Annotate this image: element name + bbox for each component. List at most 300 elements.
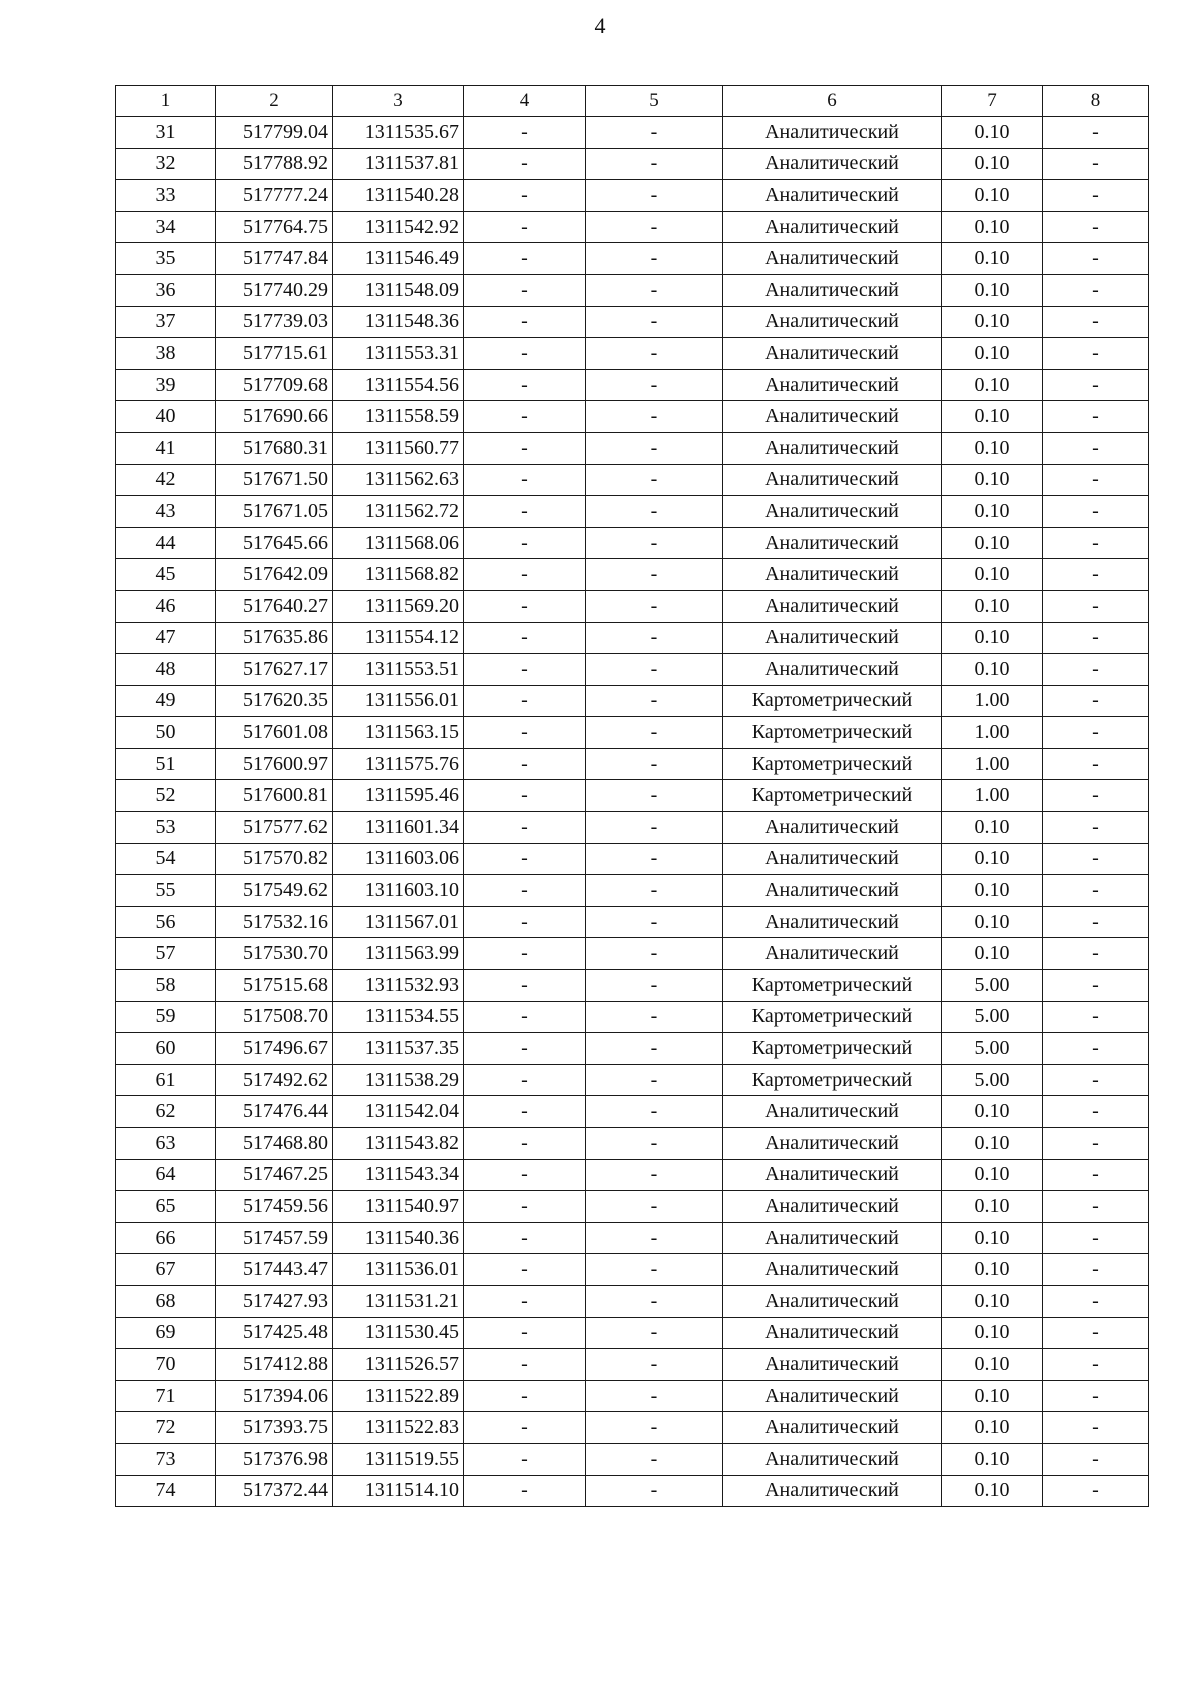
method-cell: Аналитический xyxy=(723,843,942,875)
column-4-cell: - xyxy=(464,875,586,907)
column-5-cell: - xyxy=(586,1128,723,1160)
y-coordinate-cell: 1311538.29 xyxy=(333,1064,464,1096)
accuracy-cell: 0.10 xyxy=(942,938,1043,970)
column-8-cell: - xyxy=(1043,464,1149,496)
point-number-cell: 64 xyxy=(116,1159,216,1191)
column-5-cell: - xyxy=(586,906,723,938)
x-coordinate-cell: 517645.66 xyxy=(216,527,333,559)
table-row xyxy=(116,812,1149,844)
accuracy-cell: 0.10 xyxy=(942,211,1043,243)
column-8-cell: - xyxy=(1043,1412,1149,1444)
accuracy-cell: 0.10 xyxy=(942,906,1043,938)
column-4-cell: - xyxy=(464,1096,586,1128)
y-coordinate-cell: 1311568.82 xyxy=(333,559,464,591)
table-row xyxy=(116,654,1149,686)
column-8-cell: - xyxy=(1043,369,1149,401)
accuracy-cell: 0.10 xyxy=(942,369,1043,401)
column-8-cell: - xyxy=(1043,148,1149,180)
accuracy-cell: 1.00 xyxy=(942,685,1043,717)
column-8-cell: - xyxy=(1043,432,1149,464)
column-4-cell: - xyxy=(464,1380,586,1412)
method-cell: Аналитический xyxy=(723,464,942,496)
accuracy-cell: 0.10 xyxy=(942,1128,1043,1160)
table-row xyxy=(116,148,1149,180)
column-8-cell: - xyxy=(1043,1380,1149,1412)
method-cell: Аналитический xyxy=(723,1159,942,1191)
column-4-cell: - xyxy=(464,1349,586,1381)
column-4-cell: - xyxy=(464,1033,586,1065)
column-8-cell: - xyxy=(1043,970,1149,1002)
x-coordinate-cell: 517372.44 xyxy=(216,1475,333,1507)
column-8-cell: - xyxy=(1043,306,1149,338)
x-coordinate-cell: 517515.68 xyxy=(216,970,333,1002)
point-number-cell: 71 xyxy=(116,1380,216,1412)
point-number-cell: 58 xyxy=(116,970,216,1002)
x-coordinate-cell: 517642.09 xyxy=(216,559,333,591)
x-coordinate-cell: 517709.68 xyxy=(216,369,333,401)
method-cell: Картометрический xyxy=(723,1033,942,1065)
x-coordinate-cell: 517680.31 xyxy=(216,432,333,464)
method-cell: Аналитический xyxy=(723,1096,942,1128)
point-number-cell: 46 xyxy=(116,590,216,622)
table-row xyxy=(116,117,1149,149)
point-number-cell: 73 xyxy=(116,1443,216,1475)
point-number-cell: 60 xyxy=(116,1033,216,1065)
column-8-cell: - xyxy=(1043,1475,1149,1507)
point-number-cell: 65 xyxy=(116,1191,216,1223)
column-5-cell: - xyxy=(586,274,723,306)
x-coordinate-cell: 517577.62 xyxy=(216,812,333,844)
column-4-cell: - xyxy=(464,180,586,212)
column-5-cell: - xyxy=(586,1443,723,1475)
method-cell: Аналитический xyxy=(723,274,942,306)
column-4-cell: - xyxy=(464,432,586,464)
table-row xyxy=(116,748,1149,780)
column-8-cell: - xyxy=(1043,527,1149,559)
table-row xyxy=(116,1033,1149,1065)
column-5-cell: - xyxy=(586,180,723,212)
accuracy-cell: 0.10 xyxy=(942,148,1043,180)
column-4-cell: - xyxy=(464,243,586,275)
column-8-cell: - xyxy=(1043,748,1149,780)
x-coordinate-cell: 517530.70 xyxy=(216,938,333,970)
x-coordinate-cell: 517715.61 xyxy=(216,338,333,370)
column-8-cell: - xyxy=(1043,938,1149,970)
column-5-cell: - xyxy=(586,1285,723,1317)
point-number-cell: 40 xyxy=(116,401,216,433)
column-4-cell: - xyxy=(464,559,586,591)
column-5-cell: - xyxy=(586,1222,723,1254)
column-8-cell: - xyxy=(1043,685,1149,717)
x-coordinate-cell: 517425.48 xyxy=(216,1317,333,1349)
method-cell: Аналитический xyxy=(723,1380,942,1412)
point-number-cell: 59 xyxy=(116,1001,216,1033)
column-8-cell: - xyxy=(1043,1033,1149,1065)
column-5-cell: - xyxy=(586,1096,723,1128)
column-8-cell: - xyxy=(1043,1064,1149,1096)
y-coordinate-cell: 1311514.10 xyxy=(333,1475,464,1507)
y-coordinate-cell: 1311562.72 xyxy=(333,496,464,528)
column-4-cell: - xyxy=(464,1412,586,1444)
method-cell: Аналитический xyxy=(723,401,942,433)
column-5-cell: - xyxy=(586,148,723,180)
x-coordinate-cell: 517788.92 xyxy=(216,148,333,180)
point-number-cell: 66 xyxy=(116,1222,216,1254)
point-number-cell: 37 xyxy=(116,306,216,338)
column-5-cell: - xyxy=(586,1064,723,1096)
accuracy-cell: 0.10 xyxy=(942,654,1043,686)
column-8-cell: - xyxy=(1043,117,1149,149)
table-row xyxy=(116,1317,1149,1349)
column-4-cell: - xyxy=(464,780,586,812)
x-coordinate-cell: 517799.04 xyxy=(216,117,333,149)
point-number-cell: 31 xyxy=(116,117,216,149)
column-5-cell: - xyxy=(586,527,723,559)
table-row xyxy=(116,843,1149,875)
column-4-cell: - xyxy=(464,527,586,559)
accuracy-cell: 5.00 xyxy=(942,970,1043,1002)
column-5-cell: - xyxy=(586,1380,723,1412)
column-5-cell: - xyxy=(586,243,723,275)
y-coordinate-cell: 1311536.01 xyxy=(333,1254,464,1286)
accuracy-cell: 0.10 xyxy=(942,812,1043,844)
column-4-cell: - xyxy=(464,496,586,528)
accuracy-cell: 5.00 xyxy=(942,1064,1043,1096)
accuracy-cell: 0.10 xyxy=(942,1096,1043,1128)
accuracy-cell: 0.10 xyxy=(942,1380,1043,1412)
column-4-cell: - xyxy=(464,117,586,149)
column-8-cell: - xyxy=(1043,243,1149,275)
point-number-cell: 74 xyxy=(116,1475,216,1507)
method-cell: Картометрический xyxy=(723,748,942,780)
method-cell: Аналитический xyxy=(723,875,942,907)
point-number-cell: 42 xyxy=(116,464,216,496)
point-number-cell: 61 xyxy=(116,1064,216,1096)
method-cell: Аналитический xyxy=(723,1254,942,1286)
accuracy-cell: 0.10 xyxy=(942,180,1043,212)
y-coordinate-cell: 1311543.82 xyxy=(333,1128,464,1160)
method-cell: Аналитический xyxy=(723,117,942,149)
column-8-cell: - xyxy=(1043,875,1149,907)
method-cell: Аналитический xyxy=(723,148,942,180)
point-number-cell: 48 xyxy=(116,654,216,686)
method-cell: Аналитический xyxy=(723,938,942,970)
table-header-row xyxy=(116,86,1149,117)
accuracy-cell: 0.10 xyxy=(942,1159,1043,1191)
column-header: 3 xyxy=(333,86,464,117)
table-row xyxy=(116,1159,1149,1191)
column-4-cell: - xyxy=(464,306,586,338)
method-cell: Картометрический xyxy=(723,685,942,717)
column-5-cell: - xyxy=(586,1349,723,1381)
y-coordinate-cell: 1311535.67 xyxy=(333,117,464,149)
method-cell: Аналитический xyxy=(723,1222,942,1254)
accuracy-cell: 0.10 xyxy=(942,274,1043,306)
column-8-cell: - xyxy=(1043,559,1149,591)
method-cell: Аналитический xyxy=(723,180,942,212)
column-5-cell: - xyxy=(586,306,723,338)
column-8-cell: - xyxy=(1043,780,1149,812)
y-coordinate-cell: 1311568.06 xyxy=(333,527,464,559)
column-4-cell: - xyxy=(464,1191,586,1223)
x-coordinate-cell: 517635.86 xyxy=(216,622,333,654)
column-5-cell: - xyxy=(586,685,723,717)
column-header: 1 xyxy=(116,86,216,117)
column-5-cell: - xyxy=(586,590,723,622)
method-cell: Аналитический xyxy=(723,1191,942,1223)
column-4-cell: - xyxy=(464,748,586,780)
table-row xyxy=(116,306,1149,338)
column-header: 2 xyxy=(216,86,333,117)
x-coordinate-cell: 517600.81 xyxy=(216,780,333,812)
method-cell: Аналитический xyxy=(723,496,942,528)
column-8-cell: - xyxy=(1043,1001,1149,1033)
column-4-cell: - xyxy=(464,590,586,622)
table-row xyxy=(116,243,1149,275)
x-coordinate-cell: 517600.97 xyxy=(216,748,333,780)
table-row xyxy=(116,1128,1149,1160)
column-5-cell: - xyxy=(586,622,723,654)
accuracy-cell: 0.10 xyxy=(942,401,1043,433)
y-coordinate-cell: 1311603.06 xyxy=(333,843,464,875)
column-8-cell: - xyxy=(1043,1096,1149,1128)
x-coordinate-cell: 517549.62 xyxy=(216,875,333,907)
method-cell: Аналитический xyxy=(723,590,942,622)
y-coordinate-cell: 1311556.01 xyxy=(333,685,464,717)
point-number-cell: 54 xyxy=(116,843,216,875)
table-row xyxy=(116,1412,1149,1444)
x-coordinate-cell: 517394.06 xyxy=(216,1380,333,1412)
table-row xyxy=(116,496,1149,528)
accuracy-cell: 0.10 xyxy=(942,1475,1043,1507)
column-4-cell: - xyxy=(464,1285,586,1317)
column-8-cell: - xyxy=(1043,906,1149,938)
point-number-cell: 47 xyxy=(116,622,216,654)
column-8-cell: - xyxy=(1043,1349,1149,1381)
accuracy-cell: 0.10 xyxy=(942,117,1043,149)
y-coordinate-cell: 1311601.34 xyxy=(333,812,464,844)
method-cell: Аналитический xyxy=(723,622,942,654)
column-5-cell: - xyxy=(586,1033,723,1065)
table-row xyxy=(116,938,1149,970)
table-row xyxy=(116,622,1149,654)
table-row xyxy=(116,338,1149,370)
method-cell: Аналитический xyxy=(723,432,942,464)
column-5-cell: - xyxy=(586,717,723,749)
method-cell: Картометрический xyxy=(723,780,942,812)
y-coordinate-cell: 1311563.15 xyxy=(333,717,464,749)
accuracy-cell: 1.00 xyxy=(942,748,1043,780)
x-coordinate-cell: 517627.17 xyxy=(216,654,333,686)
column-8-cell: - xyxy=(1043,654,1149,686)
column-5-cell: - xyxy=(586,1412,723,1444)
column-5-cell: - xyxy=(586,780,723,812)
x-coordinate-cell: 517640.27 xyxy=(216,590,333,622)
point-number-cell: 34 xyxy=(116,211,216,243)
y-coordinate-cell: 1311554.12 xyxy=(333,622,464,654)
y-coordinate-cell: 1311548.36 xyxy=(333,306,464,338)
column-4-cell: - xyxy=(464,843,586,875)
x-coordinate-cell: 517496.67 xyxy=(216,1033,333,1065)
column-8-cell: - xyxy=(1043,590,1149,622)
y-coordinate-cell: 1311553.31 xyxy=(333,338,464,370)
method-cell: Аналитический xyxy=(723,1349,942,1381)
point-number-cell: 45 xyxy=(116,559,216,591)
column-8-cell: - xyxy=(1043,401,1149,433)
page-number: 4 xyxy=(594,13,606,38)
x-coordinate-cell: 517476.44 xyxy=(216,1096,333,1128)
column-5-cell: - xyxy=(586,338,723,370)
column-5-cell: - xyxy=(586,970,723,1002)
y-coordinate-cell: 1311546.49 xyxy=(333,243,464,275)
method-cell: Картометрический xyxy=(723,1001,942,1033)
method-cell: Аналитический xyxy=(723,1412,942,1444)
x-coordinate-cell: 517508.70 xyxy=(216,1001,333,1033)
table-row xyxy=(116,464,1149,496)
column-8-cell: - xyxy=(1043,1191,1149,1223)
coordinates-table xyxy=(115,85,1149,1507)
column-4-cell: - xyxy=(464,1159,586,1191)
method-cell: Аналитический xyxy=(723,812,942,844)
column-header: 5 xyxy=(586,86,723,117)
column-5-cell: - xyxy=(586,1475,723,1507)
y-coordinate-cell: 1311526.57 xyxy=(333,1349,464,1381)
y-coordinate-cell: 1311530.45 xyxy=(333,1317,464,1349)
point-number-cell: 35 xyxy=(116,243,216,275)
point-number-cell: 52 xyxy=(116,780,216,812)
y-coordinate-cell: 1311531.21 xyxy=(333,1285,464,1317)
table-row xyxy=(116,875,1149,907)
column-header: 7 xyxy=(942,86,1043,117)
accuracy-cell: 0.10 xyxy=(942,1412,1043,1444)
column-8-cell: - xyxy=(1043,1254,1149,1286)
column-4-cell: - xyxy=(464,464,586,496)
point-number-cell: 32 xyxy=(116,148,216,180)
accuracy-cell: 0.10 xyxy=(942,590,1043,622)
y-coordinate-cell: 1311595.46 xyxy=(333,780,464,812)
point-number-cell: 44 xyxy=(116,527,216,559)
method-cell: Аналитический xyxy=(723,1443,942,1475)
column-8-cell: - xyxy=(1043,622,1149,654)
method-cell: Картометрический xyxy=(723,1064,942,1096)
y-coordinate-cell: 1311567.01 xyxy=(333,906,464,938)
y-coordinate-cell: 1311563.99 xyxy=(333,938,464,970)
column-5-cell: - xyxy=(586,496,723,528)
y-coordinate-cell: 1311537.35 xyxy=(333,1033,464,1065)
column-5-cell: - xyxy=(586,654,723,686)
column-8-cell: - xyxy=(1043,274,1149,306)
accuracy-cell: 5.00 xyxy=(942,1001,1043,1033)
column-5-cell: - xyxy=(586,211,723,243)
accuracy-cell: 0.10 xyxy=(942,527,1043,559)
column-4-cell: - xyxy=(464,717,586,749)
x-coordinate-cell: 517412.88 xyxy=(216,1349,333,1381)
x-coordinate-cell: 517393.75 xyxy=(216,1412,333,1444)
method-cell: Аналитический xyxy=(723,211,942,243)
method-cell: Аналитический xyxy=(723,654,942,686)
y-coordinate-cell: 1311522.83 xyxy=(333,1412,464,1444)
column-5-cell: - xyxy=(586,369,723,401)
column-5-cell: - xyxy=(586,1001,723,1033)
point-number-cell: 55 xyxy=(116,875,216,907)
column-4-cell: - xyxy=(464,1443,586,1475)
x-coordinate-cell: 517671.05 xyxy=(216,496,333,528)
method-cell: Аналитический xyxy=(723,527,942,559)
method-cell: Картометрический xyxy=(723,717,942,749)
point-number-cell: 72 xyxy=(116,1412,216,1444)
y-coordinate-cell: 1311553.51 xyxy=(333,654,464,686)
table-row xyxy=(116,1443,1149,1475)
point-number-cell: 50 xyxy=(116,717,216,749)
column-8-cell: - xyxy=(1043,812,1149,844)
method-cell: Аналитический xyxy=(723,1128,942,1160)
column-8-cell: - xyxy=(1043,1317,1149,1349)
column-5-cell: - xyxy=(586,875,723,907)
method-cell: Аналитический xyxy=(723,1317,942,1349)
column-5-cell: - xyxy=(586,117,723,149)
x-coordinate-cell: 517467.25 xyxy=(216,1159,333,1191)
accuracy-cell: 0.10 xyxy=(942,875,1043,907)
table-row xyxy=(116,1001,1149,1033)
column-8-cell: - xyxy=(1043,1222,1149,1254)
column-5-cell: - xyxy=(586,401,723,433)
column-5-cell: - xyxy=(586,748,723,780)
y-coordinate-cell: 1311575.76 xyxy=(333,748,464,780)
y-coordinate-cell: 1311534.55 xyxy=(333,1001,464,1033)
column-4-cell: - xyxy=(464,274,586,306)
column-5-cell: - xyxy=(586,464,723,496)
y-coordinate-cell: 1311603.10 xyxy=(333,875,464,907)
method-cell: Картометрический xyxy=(723,970,942,1002)
column-4-cell: - xyxy=(464,1475,586,1507)
y-coordinate-cell: 1311542.92 xyxy=(333,211,464,243)
y-coordinate-cell: 1311560.77 xyxy=(333,432,464,464)
point-number-cell: 38 xyxy=(116,338,216,370)
column-5-cell: - xyxy=(586,1191,723,1223)
table-row xyxy=(116,717,1149,749)
column-5-cell: - xyxy=(586,559,723,591)
column-4-cell: - xyxy=(464,1001,586,1033)
table-row xyxy=(116,211,1149,243)
column-5-cell: - xyxy=(586,432,723,464)
column-4-cell: - xyxy=(464,906,586,938)
x-coordinate-cell: 517427.93 xyxy=(216,1285,333,1317)
column-8-cell: - xyxy=(1043,843,1149,875)
x-coordinate-cell: 517601.08 xyxy=(216,717,333,749)
point-number-cell: 63 xyxy=(116,1128,216,1160)
x-coordinate-cell: 517739.03 xyxy=(216,306,333,338)
method-cell: Аналитический xyxy=(723,906,942,938)
column-4-cell: - xyxy=(464,938,586,970)
column-8-cell: - xyxy=(1043,338,1149,370)
method-cell: Аналитический xyxy=(723,338,942,370)
column-header: 4 xyxy=(464,86,586,117)
x-coordinate-cell: 517690.66 xyxy=(216,401,333,433)
x-coordinate-cell: 517764.75 xyxy=(216,211,333,243)
column-8-cell: - xyxy=(1043,1159,1149,1191)
point-number-cell: 57 xyxy=(116,938,216,970)
accuracy-cell: 0.10 xyxy=(942,243,1043,275)
x-coordinate-cell: 517459.56 xyxy=(216,1191,333,1223)
table-row xyxy=(116,1222,1149,1254)
y-coordinate-cell: 1311519.55 xyxy=(333,1443,464,1475)
table-row xyxy=(116,559,1149,591)
column-8-cell: - xyxy=(1043,1128,1149,1160)
x-coordinate-cell: 517777.24 xyxy=(216,180,333,212)
column-5-cell: - xyxy=(586,843,723,875)
table-row xyxy=(116,1064,1149,1096)
table-row xyxy=(116,1285,1149,1317)
